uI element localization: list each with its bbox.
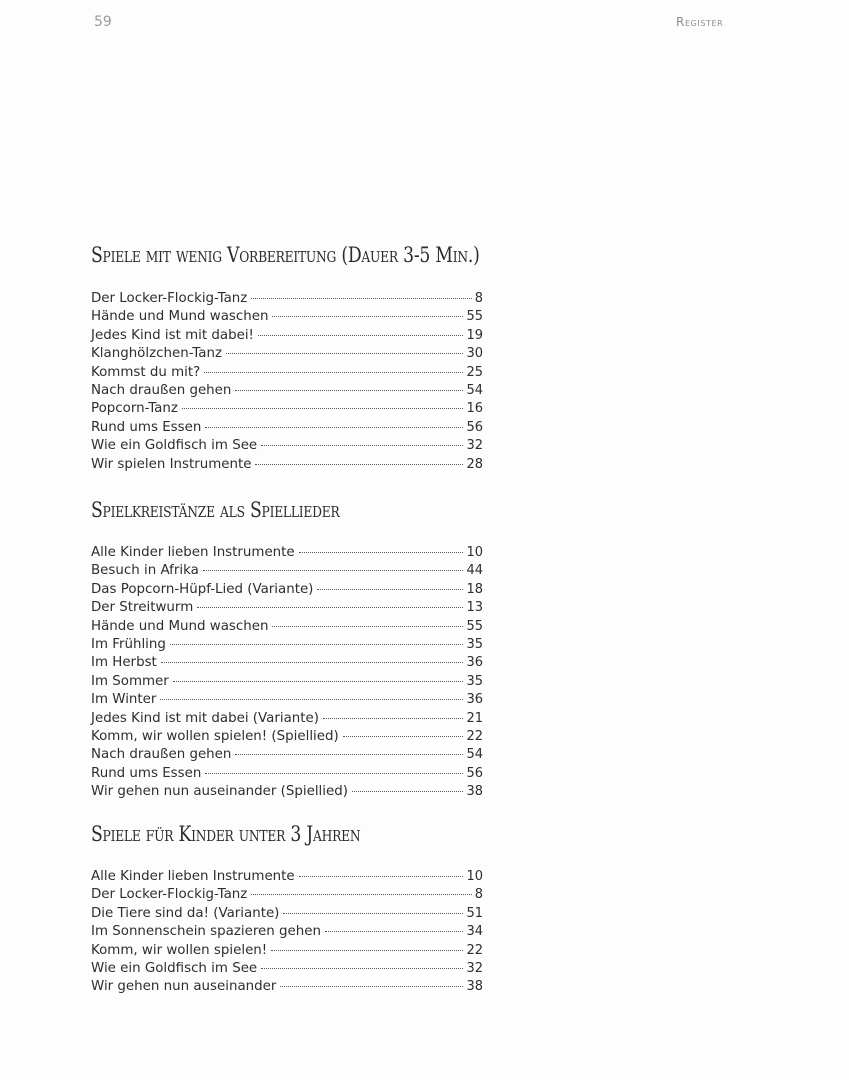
dot-leader — [283, 913, 463, 914]
toc-entry — [91, 943, 483, 961]
toc-entry-page: 22 — [466, 728, 483, 744]
toc-entry-title: Das Popcorn-Hüpf-Lied (Variante) — [91, 581, 314, 597]
toc-entry — [91, 309, 483, 327]
toc-entry-page: 13 — [466, 600, 483, 616]
toc-entry-title: Nach draußen gehen — [91, 382, 232, 398]
dot-leader — [205, 773, 463, 774]
toc-entry-page: 30 — [466, 346, 483, 362]
toc-entry-page: 32 — [466, 960, 483, 976]
toc-list — [91, 545, 483, 802]
section-under-three — [91, 822, 483, 998]
toc-entry — [91, 619, 483, 637]
toc-entry-page: 56 — [466, 765, 483, 781]
toc-entry-page: 35 — [466, 673, 483, 689]
section-circle-dances — [91, 498, 483, 802]
toc-entry — [91, 887, 483, 905]
toc-entry — [91, 328, 483, 346]
section-heading: Spiele für Kinder unter 3 Jahren — [91, 822, 361, 846]
toc-entry-title: Der Locker-Flockig-Tanz — [91, 291, 248, 306]
dot-leader — [182, 408, 464, 409]
toc-entry-title: Nach draußen gehen — [91, 747, 232, 763]
dot-leader — [173, 681, 464, 682]
section-heading: Spiele mit wenig Vorbereitung (Dauer 3-5 Min.) — [91, 243, 480, 267]
toc-entry-page: 35 — [466, 636, 483, 652]
toc-entry-page: 8 — [474, 291, 483, 306]
toc-entry-title: Im Sommer — [91, 673, 169, 689]
dot-leader — [299, 876, 464, 877]
dot-leader — [317, 589, 463, 590]
toc-entry-page: 54 — [466, 382, 483, 398]
toc-list — [91, 291, 483, 475]
toc-entry-title: Alle Kinder lieben Instrumente — [91, 545, 295, 560]
toc-entry — [91, 563, 483, 581]
dot-leader — [258, 335, 464, 336]
toc-entry — [91, 692, 483, 710]
toc-entry-page: 36 — [466, 655, 483, 671]
toc-entry — [91, 729, 483, 747]
toc-entry — [91, 906, 483, 924]
dot-leader — [261, 445, 463, 446]
toc-entry-page: 55 — [466, 309, 483, 325]
toc-entry-title: Rund ums Essen — [91, 765, 202, 781]
toc-entry-page: 56 — [466, 419, 483, 435]
toc-entry — [91, 637, 483, 655]
toc-entry-title: Der Locker-Flockig-Tanz — [91, 887, 248, 903]
toc-entry-page: 38 — [466, 979, 483, 995]
section-quick-games — [91, 243, 483, 475]
toc-entry-page: 32 — [466, 438, 483, 454]
toc-entry — [91, 346, 483, 364]
dot-leader — [299, 552, 464, 553]
toc-entry-title: Alle Kinder lieben Instrumente — [91, 869, 295, 884]
toc-entry-page: 51 — [466, 905, 483, 921]
dot-leader — [197, 607, 463, 608]
toc-entry-title: Im Winter — [91, 692, 157, 708]
toc-entry-title: Wir gehen nun auseinander — [91, 979, 277, 995]
toc-entry-title: Hände und Mund waschen — [91, 618, 269, 634]
toc-entry-page: 19 — [466, 327, 483, 343]
dot-leader — [160, 699, 463, 700]
running-head: Register — [676, 15, 724, 29]
toc-entry-page: 44 — [466, 563, 483, 579]
toc-entry — [91, 291, 483, 309]
toc-entry-title: Kommst du mit? — [91, 364, 201, 380]
toc-entry-page: 18 — [466, 581, 483, 597]
toc-entry-page: 16 — [466, 401, 483, 417]
toc-entry-page: 36 — [466, 692, 483, 708]
toc-entry-title: Wir spielen Instrumente — [91, 456, 252, 472]
dot-leader — [352, 791, 463, 792]
toc-entry-page: 55 — [466, 618, 483, 634]
toc-entry — [91, 924, 483, 942]
toc-entry-page: 10 — [466, 545, 483, 560]
toc-entry-title: Wie ein Goldfisch im See — [91, 960, 258, 976]
toc-entry — [91, 420, 483, 438]
toc-entry — [91, 655, 483, 673]
dot-leader — [271, 950, 463, 951]
dot-leader — [226, 353, 463, 354]
toc-entry — [91, 600, 483, 618]
toc-entry — [91, 747, 483, 765]
toc-entry-page: 10 — [466, 869, 483, 884]
dot-leader — [205, 427, 463, 428]
dot-leader — [170, 644, 464, 645]
toc-entry-title: Jedes Kind ist mit dabei (Variante) — [91, 710, 319, 726]
page-number: 59 — [94, 14, 112, 30]
dot-leader — [251, 298, 471, 299]
dot-leader — [255, 464, 463, 465]
toc-entry — [91, 979, 483, 997]
toc-entry-page: 21 — [466, 710, 483, 726]
dot-leader — [325, 931, 463, 932]
toc-entry-page: 34 — [466, 924, 483, 940]
toc-entry-title: Hände und Mund waschen — [91, 309, 269, 325]
toc-entry-page: 28 — [466, 456, 483, 472]
dot-leader — [343, 736, 464, 737]
dot-leader — [323, 718, 463, 719]
section-heading: Spielkreistänze als Spiellieder — [91, 498, 340, 522]
toc-entry-title: Komm, wir wollen spielen! (Spiellied) — [91, 728, 339, 744]
toc-entry-page: 38 — [466, 784, 483, 800]
toc-entry — [91, 674, 483, 692]
toc-entry-title: Rund ums Essen — [91, 419, 202, 435]
toc-entry — [91, 383, 483, 401]
toc-entry-title: Popcorn-Tanz — [91, 401, 178, 417]
dot-leader — [251, 894, 471, 895]
toc-entry — [91, 365, 483, 383]
toc-entry — [91, 401, 483, 419]
dot-leader — [235, 390, 463, 391]
toc-entry-page: 54 — [466, 747, 483, 763]
dot-leader — [272, 626, 463, 627]
toc-entry-title: Jedes Kind ist mit dabei! — [91, 327, 254, 343]
toc-entry-title: Wir gehen nun auseinander (Spiellied) — [91, 784, 348, 800]
toc-entry-title: Die Tiere sind da! (Variante) — [91, 905, 280, 921]
dot-leader — [161, 662, 464, 663]
toc-entry — [91, 438, 483, 456]
toc-entry-page: 8 — [474, 887, 483, 903]
dot-leader — [280, 986, 463, 987]
dot-leader — [204, 372, 463, 373]
toc-entry — [91, 869, 483, 887]
toc-entry-page: 25 — [466, 364, 483, 380]
toc-entry — [91, 582, 483, 600]
toc-entry — [91, 766, 483, 784]
toc-entry-title: Im Herbst — [91, 655, 157, 671]
toc-entry — [91, 961, 483, 979]
toc-entry-title: Im Frühling — [91, 636, 166, 652]
toc-entry — [91, 457, 483, 475]
toc-entry-page: 22 — [466, 942, 483, 958]
toc-list — [91, 869, 483, 998]
toc-entry — [91, 711, 483, 729]
toc-entry-title: Der Streitwurm — [91, 600, 194, 616]
toc-entry — [91, 545, 483, 563]
toc-entry-title: Besuch in Afrika — [91, 563, 199, 579]
toc-entry-title: Klanghölzchen-Tanz — [91, 346, 222, 362]
dot-leader — [261, 968, 463, 969]
dot-leader — [272, 316, 463, 317]
toc-entry — [91, 784, 483, 802]
dot-leader — [235, 754, 463, 755]
toc-entry-title: Im Sonnenschein spazieren gehen — [91, 924, 321, 940]
toc-entry-title: Komm, wir wollen spielen! — [91, 942, 268, 958]
toc-entry-title: Wie ein Goldfisch im See — [91, 438, 258, 454]
dot-leader — [203, 570, 464, 571]
